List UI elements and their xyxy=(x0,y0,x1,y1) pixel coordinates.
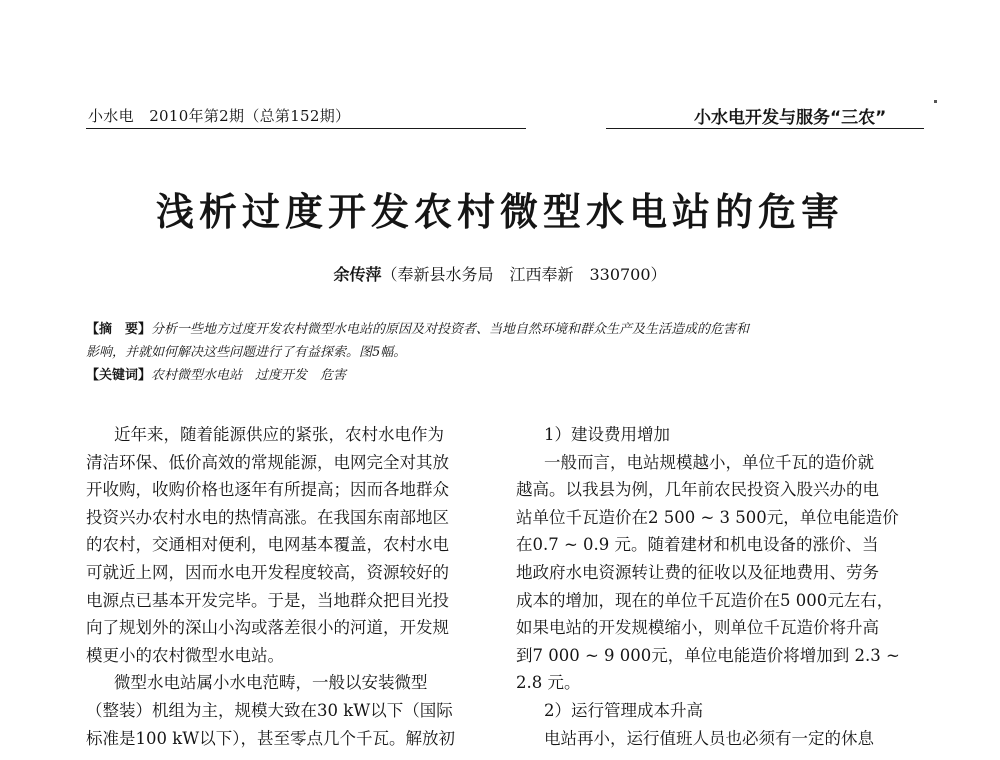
body-line: 地政府水电资源转让费的征收以及征地费用、劳务 xyxy=(516,562,879,582)
header-rule-left xyxy=(86,128,526,129)
body-line: 在0.7 ~ 0.9 元。随着建材和机电设备的涨价、当 xyxy=(516,535,879,555)
keywords-line xyxy=(86,364,926,387)
abstract-text-1: 分析一些地方过度开发农村微型水电站的原因及对投资者、当地自然环境和群众生产及生活造成的危害和 xyxy=(151,322,750,337)
body-line: 清洁环保、低价高效的常规能源，电网完全对其放 xyxy=(86,452,449,472)
keywords-label: 【关键词】 xyxy=(86,368,152,383)
body-line: 电源点已基本开发完毕。于是，当地群众把目光投 xyxy=(86,590,449,610)
body-line: 开收购，收购价格也逐年有所提高；因而各地群众 xyxy=(86,480,449,500)
body-line: 如果电站的开发规模缩小，则单位千瓦造价将升高 xyxy=(516,618,879,638)
column-section-header: 小水电开发与服务“三农” xyxy=(694,108,887,128)
keywords-text: 农村微型水电站 过度开发 危害 xyxy=(151,368,347,383)
body-line: 的农村，交通相对便利，电网基本覆盖，农村水电 xyxy=(86,535,449,555)
section-heading-operating-cost: 2）运行管理成本升高 xyxy=(544,700,703,720)
body-line: 2.8 元。 xyxy=(516,673,581,693)
abstract-line-1 xyxy=(86,318,926,341)
byline xyxy=(0,262,1000,285)
body-column-right xyxy=(516,421,928,752)
body-line: 向了规划外的深山小沟或落差很小的河道，开发规 xyxy=(86,618,449,638)
article-title: 浅析过度开发农村微型水电站的危害 xyxy=(155,190,844,234)
author-name: 余传萍 xyxy=(333,265,382,284)
author-affiliation: （奉新县水务局 江西奉新 330700） xyxy=(381,265,667,284)
body-line: 到7 000 ~ 9 000元，单位电能造价将增加到 2.3 ~ xyxy=(516,645,900,665)
body-line: 一般而言，电站规模越小，单位千瓦的造价就 xyxy=(544,452,874,472)
body-line: 站单位千瓦造价在2 500 ~ 3 500元，单位电能造价 xyxy=(516,507,899,527)
body-line: 成本的增加，现在的单位千瓦造价在5 000元左右， xyxy=(516,590,894,610)
body-line: 模更小的农村微型水电站。 xyxy=(86,645,284,665)
journal-issue-header: 小水电 2010年第2期（总第152期） xyxy=(88,107,351,125)
header-rule-right xyxy=(606,128,924,129)
page-speck xyxy=(934,100,937,103)
body-line: 越高。以我县为例，几年前农民投资入股兴办的电 xyxy=(516,480,879,500)
abstract-block xyxy=(86,318,926,387)
abstract-line-2: 影响，并就如何解决这些问题进行了有益探索。图5幅。 xyxy=(86,345,407,360)
body-line: 投资兴办农村水电的热情高涨。在我国东南部地区 xyxy=(86,507,449,527)
body-line: （整装）机组为主，规模大致在30 kW以下（国际 xyxy=(86,700,453,720)
body-line: 微型水电站属小水电范畴，一般以安装微型 xyxy=(114,673,428,693)
body-column-left xyxy=(86,421,486,752)
section-heading-construction-cost: 1）建设费用增加 xyxy=(544,425,670,444)
body-line: 标准是100 kW以下），甚至零点几个千瓦。解放初 xyxy=(86,728,455,748)
body-line: 电站再小，运行值班人员也必须有一定的休息 xyxy=(544,728,874,748)
abstract-label: 【摘 要】 xyxy=(86,322,152,337)
body-line: 可就近上网，因而水电开发程度较高，资源较好的 xyxy=(86,562,449,582)
body-line: 近年来，随着能源供应的紧张，农村水电作为 xyxy=(114,425,444,444)
